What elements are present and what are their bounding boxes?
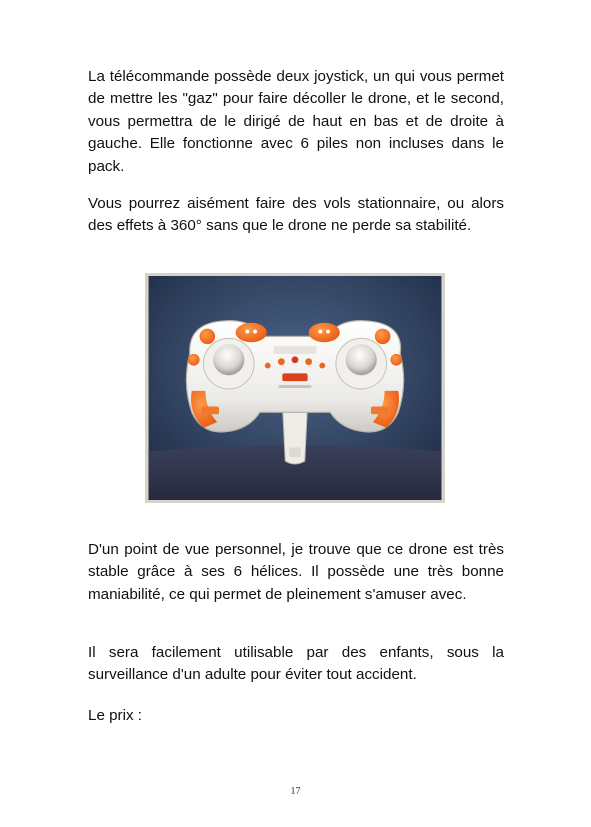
paragraph-price-heading: Le prix :	[88, 707, 143, 724]
paragraph-flight-stability: Vous pourrez aisément faire des vols stationnaire, ou alors des effets à 360° sans que le drone ne perde sa stabilité.	[88, 195, 504, 235]
remote-controller-photo	[145, 273, 445, 503]
page-number: 17	[290, 786, 301, 797]
paragraph-personal-opinion: D'un point de vue personnel, je trouve que ce drone est très stable grâce à ses 6 hélices. Il possède une très bonne maniabilité, ce qui permet de pleinement s'amuser avec.	[88, 541, 504, 603]
paragraph-children-usage: Il sera facilement utilisable par des enfants, sous la surveillance d'un adulte pour éviter tout accident.	[88, 644, 504, 684]
remote-controller-illustration	[148, 276, 442, 500]
paragraph-remote-description: La télécommande possède deux joystick, un qui vous permet de mettre les "gaz" pour faire décoller le drone, et le second, vous permettra de le dirigé de haut en bas et de droite à gauche. Elle fonctionne avec 6 piles non incluses dans le pack.	[88, 68, 504, 175]
